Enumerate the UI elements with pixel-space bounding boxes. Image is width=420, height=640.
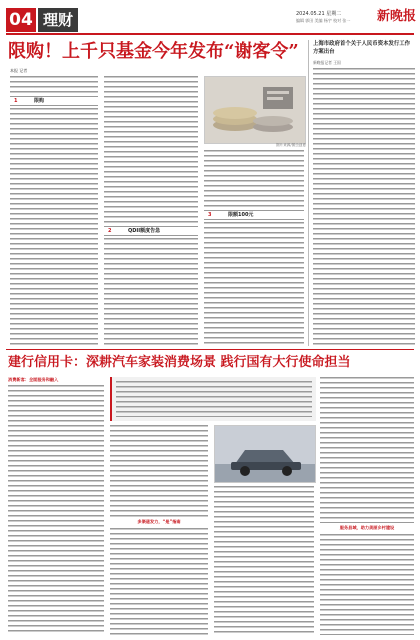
section-heading-1 bbox=[10, 96, 98, 106]
column-3-body-top bbox=[204, 150, 304, 208]
header-rule bbox=[6, 33, 414, 35]
bottom-column-2-top bbox=[110, 425, 208, 517]
bottom-headline: 建行信用卡：深耕汽车家装消费场景 践行国有大行使命担当 bbox=[8, 355, 351, 370]
article-photo bbox=[204, 76, 306, 144]
section-title: QDII额度告急 bbox=[128, 228, 161, 234]
side-byline: 新晚报记者 王国 bbox=[313, 60, 341, 65]
bottom-photo bbox=[214, 425, 316, 483]
column-divider bbox=[308, 40, 309, 346]
bottom-column-1 bbox=[8, 385, 104, 635]
byline: 本报 记者 bbox=[10, 68, 28, 73]
section-heading-3 bbox=[204, 210, 304, 220]
bottom-column-4-bottom bbox=[320, 534, 414, 635]
section-heading-2 bbox=[104, 226, 198, 236]
header-editors: 编辑 郭田 美编 杨宇 校对 张一 bbox=[296, 18, 351, 23]
section-number: 3 bbox=[208, 212, 212, 218]
column-3-body-bottom bbox=[204, 222, 304, 346]
intro-box-text bbox=[116, 381, 312, 417]
intro-box bbox=[110, 377, 316, 421]
section-name: 理财 bbox=[38, 8, 78, 32]
main-headline: 限购！上千只基金今年发布“谢客令” bbox=[8, 41, 299, 62]
column-2-body-top bbox=[104, 96, 198, 224]
lead-paragraph bbox=[10, 76, 98, 94]
photo-caption: 图片来源/图虫创意 bbox=[276, 143, 306, 147]
bottom-rule bbox=[6, 349, 414, 350]
newspaper-logo: 新晚报 bbox=[376, 9, 416, 24]
section-title: 限额100元 bbox=[228, 212, 254, 218]
bottom-right-section-title: 服务县域，助力美丽乡村建设 bbox=[339, 525, 395, 530]
bottom-column-4-top bbox=[320, 377, 414, 523]
bottom-column-2-bottom bbox=[110, 528, 208, 635]
header-date: 2024.05.21 星期二 bbox=[296, 11, 342, 17]
section-number: 1 bbox=[14, 98, 18, 104]
side-article-body bbox=[313, 68, 415, 346]
page-number-badge: 04 bbox=[6, 8, 36, 32]
coins-illustration bbox=[205, 77, 305, 143]
bottom-subhead-1: 消费新客：全面服务和融入 bbox=[8, 377, 59, 382]
column-2-body-bottom bbox=[104, 238, 198, 346]
car-illustration bbox=[215, 426, 315, 482]
side-headline: 上海市政府首个关于人民币资本发行工作方案出台 bbox=[313, 41, 411, 55]
column-1-body bbox=[10, 108, 98, 346]
section-number: 2 bbox=[108, 228, 112, 234]
bottom-subhead-2: 多渠道发力，“是”指南 bbox=[137, 519, 181, 524]
masthead bbox=[0, 0, 420, 34]
section-title: 限购 bbox=[34, 98, 45, 104]
lead-paragraph-2 bbox=[104, 76, 198, 94]
bottom-column-3 bbox=[214, 486, 314, 635]
